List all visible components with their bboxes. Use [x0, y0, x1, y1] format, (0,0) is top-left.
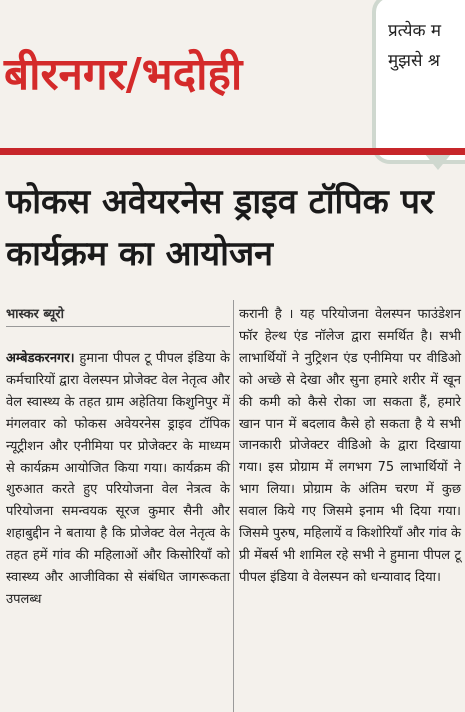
callout-text: [388, 16, 465, 76]
callout-line: मुझसे श्र: [388, 51, 440, 71]
article-column-right: करानी है । यह परियोजना वेलस्पन फाउंडेशन फॉर हेल्थ एंड नॉलेज द्वारा समर्थित है। सभी लाभार्थियों ने नुट्रिशन एंड एनीमिया पर वीडिओ को अच्छे से देखा और सुना हमारे शरीर में खून की कमी को कैसे रोका जा सकता हैं, हमारे खान पान में बदलाव कैसे हो सकता है ये सभी जानकारी प्रोजेक्टर वीडिओ के द्वारा दिखाया गया। इस प्रोग्राम में लगभग 75 लाभार्थियों ने भाग लिया। प्रोग्राम के अंतिम चरण में कुछ सवाल किये गए जिसमे इनाम भी दिया गया। जिसमे पुरुष, महिलायें व किशोरियाँ और गांव के प्री मेंबर्स भी शामिल रहे सभी ने हुमाना पीपल टू पीपल इंडिया वे वेलस्पन को धन्यावाद दिया।: [239, 307, 461, 585]
callout-line: प्रत्येक म: [388, 21, 442, 41]
article-dateline: अम्बेडकरनगर।: [6, 351, 75, 366]
callout-box: [372, 0, 465, 164]
article-headline: फोकस अवेयरनेस ड्राइव टॉपिक पर कार्यक्रम का आयोजन: [6, 182, 434, 274]
left-column-text: हुमाना पीपल टू पीपल इंडिया के कर्मचारियों द्वारा वेलस्पन प्रोजेक्ट वेल नेतृत्व और वेल स्वास्थ्य के तहत ग्राम अहेतिया किशुनिपुर में मंगलवार को फोकस अवेयरनेस ड्राइव टॉपिक न्यूट्रीशन और एनीमिया पर प्रोजेक्टर के माध्यम से कार्यक्रम आयोजित किया गया। कार्यक्रम की शुरुआत करते हुए परियोजना वेल नेत्रत्व के परियोजना समन्वयक सूरज कुमार सैनी और शहाबुद्दीन ने बताया है कि प्रोजेक्ट वेल नेतृत्व के तहत हमें गांव की महिलाओं और किसोरियाँ को स्वास्थ्य और आजीविका से संबंधित जागरूकता उपलब्ध: [6, 351, 230, 607]
column-divider: [233, 300, 234, 712]
article-byline: भास्कर ब्यूरो: [6, 304, 230, 327]
article-column-left: [6, 348, 230, 611]
section-title: बीरनगर/भदोही: [4, 49, 243, 100]
section-rule: [0, 148, 465, 155]
